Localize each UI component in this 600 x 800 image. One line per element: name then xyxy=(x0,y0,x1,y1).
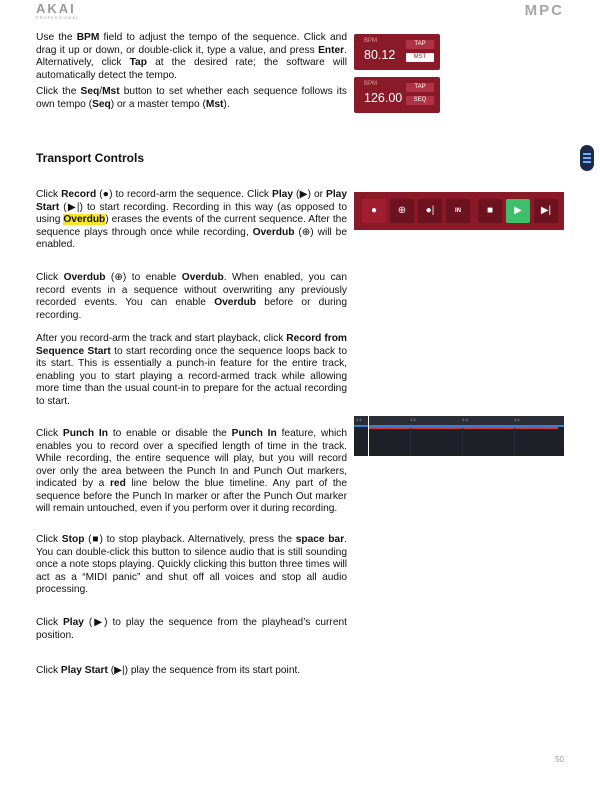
record-from-start-button[interactable]: ●| xyxy=(418,199,442,223)
section-heading: Transport Controls xyxy=(36,151,145,165)
record-button[interactable]: ● xyxy=(362,199,386,223)
transport-bar xyxy=(354,192,564,230)
seq-button[interactable]: SEQ xyxy=(406,96,434,105)
paragraph-stop: Click Stop (■) to stop playback. Alternatively, press the space bar. You can double-click this button to silence audio that is still sounding once a note stops playing. Quickly clicking this button three times will act as a “MIDI panic” and shut off all voices and stop all audio processing. xyxy=(36,534,347,595)
paragraph-record: Click Record (●) to record-arm the sequence. Click Play (▶) or Play Start (▶|) to start recording. Recording in this way (as opposed to using Overdub) erases the events of the current sequence. After the sequence plays through once while recording, Overdub (⊕) will be enabled. xyxy=(36,189,348,250)
bpm-panel-sequence: BPM 126.00 TAP SEQ xyxy=(354,77,440,113)
paragraph-bpm: Use the BPM field to adjust the tempo of the sequence. Click and drag it up or down, or double-click it, type a value, and press Enter. Alternatively, click Tap at the desired rate; the software will automatically detect the tempo. xyxy=(36,32,347,81)
play-button[interactable]: ▶ xyxy=(506,199,530,223)
overdub-button[interactable]: ⊕ xyxy=(390,199,414,223)
paragraph-record-from-start: After you record-arm the track and start playback, click Record from Sequence Start to start recording once the sequence loops back to its start. This is essentially a punch-in feature for the entire track, enabling you to start playing a record-armed track while allowing more time than the usual count-in to prepare for the actual recording to start. xyxy=(36,333,347,407)
paragraph-overdub: Click Overdub (⊕) to enable Overdub. When enabled, you can record events in a sequence without overwriting any previously recorded events. You can enable Overdub before or during recording. xyxy=(36,272,347,321)
bpm-field[interactable]: 80.12 xyxy=(364,48,396,62)
paragraph-play-start: Click Play Start (▶|) play the sequence from its start point. xyxy=(36,665,301,676)
mst-button[interactable]: MST xyxy=(406,53,434,62)
page-number: 50 xyxy=(555,755,564,764)
play-start-button[interactable]: ▶| xyxy=(534,199,558,223)
mpc-logo: MPC xyxy=(524,2,564,19)
menu-icon[interactable] xyxy=(580,145,594,171)
bpm-field[interactable]: 126.00 xyxy=(364,91,403,105)
tap-button[interactable]: TAP xyxy=(406,83,434,92)
akai-logo: AKAI PROFESSIONAL xyxy=(36,1,80,20)
playhead[interactable] xyxy=(368,416,369,456)
punch-timeline[interactable]: 1.1 1.2 1.3 1.4 xyxy=(354,416,564,456)
paragraph-seq-mst: Click the Seq/Mst button to set whether each sequence follows its own tempo (Seq) or a master tempo (Mst). xyxy=(36,86,347,110)
bpm-panel-master: BPM 80.12 TAP MST xyxy=(354,34,440,70)
punch-range-line xyxy=(368,427,558,429)
tap-button[interactable]: TAP xyxy=(406,40,434,49)
paragraph-play: Click Play (▶) to play the sequence from the playhead’s current position. xyxy=(36,617,347,641)
punch-in-button[interactable]: IN xyxy=(446,199,470,223)
stop-button[interactable]: ■ xyxy=(478,199,502,223)
paragraph-punch-in: Click Punch In to enable or disable the Punch In feature, which enables you to record over a specified length of time in the track. While recording, the entire sequence will play, but you will record over only the area between the Punch In and Punch Out markers, indicated by a red line below the blue timeline. Any part of the sequence before the Punch In marker or after the Punch Out marker will remain untouched, even if you perform over it during recording. xyxy=(36,428,348,514)
